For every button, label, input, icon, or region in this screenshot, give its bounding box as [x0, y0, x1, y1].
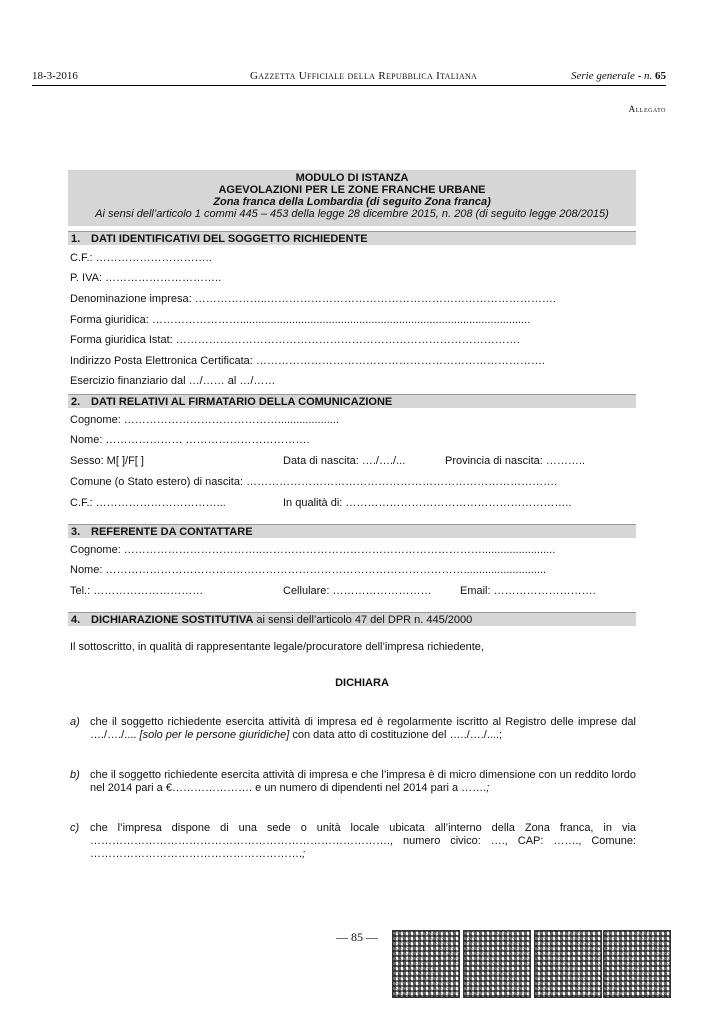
header-serie-label: Serie generale - n. — [571, 70, 653, 82]
qr-code-1 — [392, 930, 460, 998]
dichiarazione-b — [70, 769, 636, 795]
item-a-text — [90, 716, 636, 742]
item-a-label: a) — [70, 716, 80, 728]
field-provincia-nascita[interactable]: Provincia di nascita: ……….. — [445, 455, 585, 467]
section4-title: DICHIARAZIONE SOSTITUTIVA — [91, 614, 254, 626]
section4-number: 4. — [71, 614, 81, 626]
sottoscritto-text: Il sottoscritto, in qualità di rappresentante legale/procuratore dell’impresa richiedente, — [70, 641, 484, 653]
section4-title-rest: ai sensi dell’articolo 47 del DPR n. 445/2000 — [253, 614, 473, 626]
item-c-label: c) — [70, 822, 80, 834]
field-forma-giuridica[interactable]: Forma giuridica: ……………………............................................................................................... — [70, 314, 531, 326]
section1-header — [68, 231, 636, 245]
section3-number: 3. — [71, 526, 81, 538]
page-number: — 85 — — [336, 930, 378, 944]
field-pec[interactable]: Indirizzo Posta Elettronica Certificata: ……………………………………………………………………. — [70, 355, 545, 367]
item-c-text-main: che l’impresa dispone di una sede o unità locale ubicata all’interno della Zona franca, in via ………………………………………………………………………., numero civico: …., CAP: ……., Comune: …………………………………………………. — [90, 822, 636, 860]
field-forma-giuridica-istat[interactable]: Forma giuridica Istat: …………………………………………………………………………………. — [70, 334, 520, 346]
section2-number: 2. — [71, 396, 81, 408]
dichiarazione-c — [70, 822, 636, 861]
field-qualita[interactable]: In qualità di: …………………………………………………….. — [283, 497, 572, 509]
field-firmatario-cf[interactable]: C.F.: ……………………………... — [70, 497, 226, 509]
section3-header — [68, 524, 636, 538]
field-sesso[interactable]: Sesso: M[ ]/F[ ] — [70, 455, 144, 467]
title-line2: AGEVOLAZIONI PER LE ZONE FRANCHE URBANE — [218, 184, 486, 196]
header-serie-number: 65 — [655, 70, 666, 82]
header-date: 18-3-2016 — [32, 70, 78, 82]
dichiarazione-a — [70, 716, 636, 742]
item-a-text-main: che il soggetto richiedente esercita attività di impresa ed è regolarmente iscritto al Registro delle imprese dal …./…./.... — [90, 716, 636, 741]
item-b-text-italic: ; — [486, 782, 490, 794]
item-a-text-italic: [solo per le persone giuridiche] — [139, 729, 290, 741]
header-title: Gazzetta Ufficiale della Repubblica Italiana — [250, 70, 478, 82]
section3-title: REFERENTE DA CONTATTARE — [91, 526, 253, 538]
header-serie — [571, 70, 666, 82]
field-firmatario-cognome[interactable]: Cognome: …………………………………….................... — [70, 414, 339, 426]
field-referente-cognome[interactable]: Cognome: ………………………………..……………………………………………………........................ — [70, 544, 556, 556]
item-a-text-end: con data atto di costituzione del …../…./....; — [289, 729, 503, 741]
item-c-text — [90, 822, 636, 861]
qr-code-3 — [534, 930, 602, 998]
field-esercizio[interactable]: Esercizio finanziario dal …/…… al …/…… — [70, 375, 276, 387]
dichiara-heading: DICHIARA — [335, 677, 389, 689]
title-box — [68, 170, 636, 226]
field-email[interactable]: Email: ………………………. — [460, 585, 596, 597]
section2-header — [68, 394, 636, 408]
section2-title: DATI RELATIVI AL FIRMATARIO DELLA COMUNICAZIONE — [91, 396, 393, 408]
allegato-label: Allegato — [628, 104, 666, 114]
item-b-label: b) — [70, 769, 80, 781]
section4-header — [68, 612, 636, 626]
item-b-text — [90, 769, 636, 795]
title-line3: Zona franca della Lombardia (di seguito Zona franca) — [213, 196, 491, 208]
field-comune-nascita[interactable]: Comune (o Stato estero) di nascita: …………………………………………………………………………. — [70, 476, 558, 488]
section1-title: DATI IDENTIFICATIVI DEL SOGGETTO RICHIEDENTE — [91, 233, 368, 245]
field-cellulare[interactable]: Cellulare: ……………………… — [283, 585, 432, 597]
title-line1: MODULO DI ISTANZA — [295, 172, 409, 184]
section1-number: 1. — [71, 233, 81, 245]
header-rule — [32, 85, 666, 86]
field-cf[interactable]: C.F.: ………………………….. — [70, 252, 212, 264]
field-tel[interactable]: Tel.: ………………………… — [70, 585, 204, 597]
title-line4: Ai sensi dell’articolo 1 commi 445 – 453 della legge 28 dicembre 2015, n. 208 (di seguito legge 208/2015) — [95, 208, 609, 220]
item-c-text-italic: ; — [302, 848, 306, 860]
field-piva[interactable]: P. IVA: ………………………….. — [70, 272, 222, 284]
qr-code-2 — [463, 930, 531, 998]
item-b-text-main: che il soggetto richiedente esercita attività di impresa e che l’impresa è di micro dimensione con un reddito lordo nel 2014 pari a €…………………. e un numero di dipendenti nel 2014 pari a ……. — [90, 769, 636, 794]
qr-code-4 — [603, 930, 671, 998]
field-firmatario-nome[interactable]: Nome: ………………… ……………………………. — [70, 434, 310, 446]
field-denominazione[interactable]: Denominazione impresa: ………………..……………………………………………………………………. — [70, 293, 556, 305]
field-data-nascita[interactable]: Data di nascita: …./…./... — [283, 455, 406, 467]
field-referente-nome[interactable]: Nome: ……………………………..………………………………………………………........................... — [70, 564, 547, 576]
